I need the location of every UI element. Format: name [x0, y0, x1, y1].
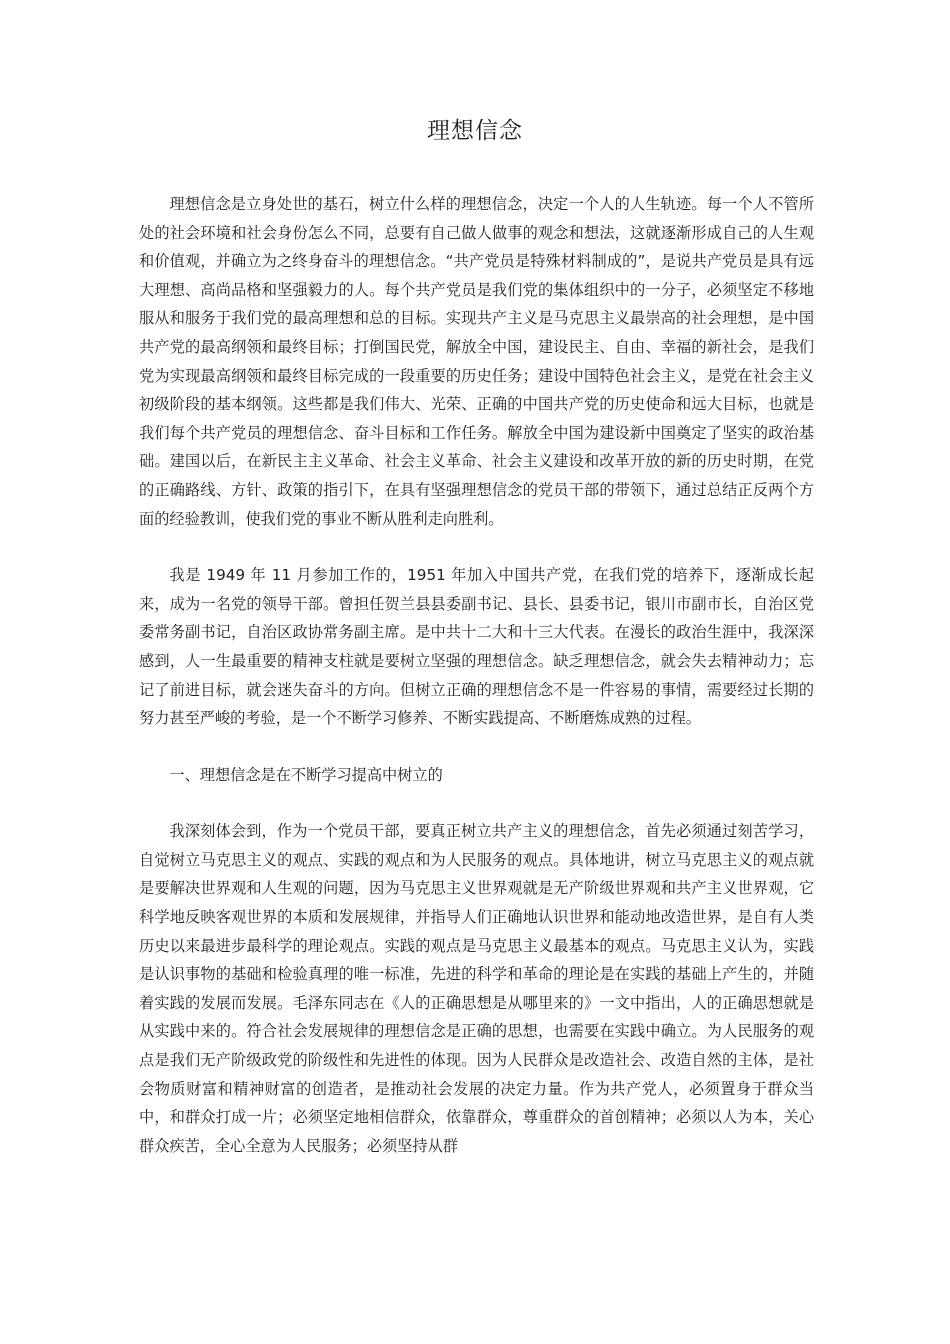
section-heading: 一、理想信念是在不断学习提高中树立的 [169, 765, 443, 784]
paragraph-biography: 我是 1949 年 11 月参加工作的，1951 年加入中国共产党，在我们党的培养下，逐渐成长起来，成为一名党的领导干部。曾担任贺兰县县委副书记、县长、县委书记，银川市副市长，自治区党委常务副书记，自治区政协常务副主席。是中共十二大和十三大代表。在漫长的政治生涯中，我深深感到，人一生最重要的精神支柱就是要树立坚强的理想信念。缺乏理想信念，就会失去精神动力；忘记了前进目标，就会迷失奋斗的方向。但树立正确的理想信念不是一件容易的事情，需要经过长期的努力甚至严峻的考验，是一个不断学习修养、不断实践提高、不断磨炼成熟的过程。 [139, 566, 814, 728]
paragraph-gap [139, 533, 814, 561]
paragraph-intro: 理想信念是立身处世的基石，树立什么样的理想信念，决定一个人的人生轨迹。每一个人不管所处的社会环境和社会身份怎么不同，总要有自己做人做事的观念和想法，这就逐渐形成自己的人生观和价值观，并确立为之终身奋斗的理想信念。“共产党员是特殊材料制成的”，是说共产党员是具有远大理想、高尚品格和坚强毅力的人。每个共产党员是我们党的集体组织中的一分子，必须坚定不移地服从和服务于我们党的最高理想和总的目标。实现共产主义是马克思主义最崇高的社会理想，是中国共产党的最高纲领和最终目标；打倒国民党，解放全中国，建设民主、自由、幸福的新社会，是我们党为实现最高纲领和最终目标完成的一段重要的历史任务；建设中国特色社会主义，是党在社会主义初级阶段的基本纲领。这些都是我们伟大、光荣、正确的中国共产党的历史使命和远大目标，也就是我们每个共产党员的理想信念、奋斗目标和工作任务。解放全中国为建设新中国奠定了坚实的政治基础。建国以后，在新民主主义革命、社会主义革命、社会主义建设和改革开放的新的历史时期，在党的正确路线、方针、政策的指引下，在具有坚强理想信念的党员干部的带领下，通过总结正反两个方面的经验教训，使我们党的事业不断从胜利走向胜利。 [139, 195, 814, 528]
paragraph-gap [139, 733, 814, 761]
document-title: 理想信念 [427, 118, 523, 144]
document-body [139, 190, 814, 1160]
paragraph-gap [139, 789, 814, 817]
paragraph-section-one: 我深刻体会到，作为一个党员干部，要真正树立共产主义的理想信念，首先必须通过刻苦学习，自觉树立马克思主义的观点、实践的观点和为人民服务的观点。具体地讲，树立马克思主义的观点就是要解决世界观和人生观的问题，因为马克思主义世界观就是无产阶级世界观和共产主义世界观，它科学地反映客观世界的本质和发展规律，并指导人们正确地认识世界和能动地改造世界，是自有人类历史以来最进步最科学的理论观点。实践的观点是马克思主义最基本的观点。马克思主义认为，实践是认识事物的基础和检验真理的唯一标准，先进的科学和革命的理论是在实践的基础上产生的，并随着实践的发展而发展。毛泽东同志在《人的正确思想是从哪里来的》一文中指出，人的正确思想就是从实践中来的。符合社会发展规律的理想信念是正确的思想，也需要在实践中确立。为人民服务的观点是我们无产阶级政党的阶级性和先进性的体现。因为人民群众是改造社会、改造自然的主体，是社会物质财富和精神财富的创造者，是推动社会发展的决定力量。作为共产党人，必须置身于群众当中，和群众打成一片；必须坚定地相信群众，依靠群众，尊重群众的首创精神；必须以人为本，关心群众疾苦，全心全意为人民服务；必须坚持从群 [139, 822, 814, 1155]
